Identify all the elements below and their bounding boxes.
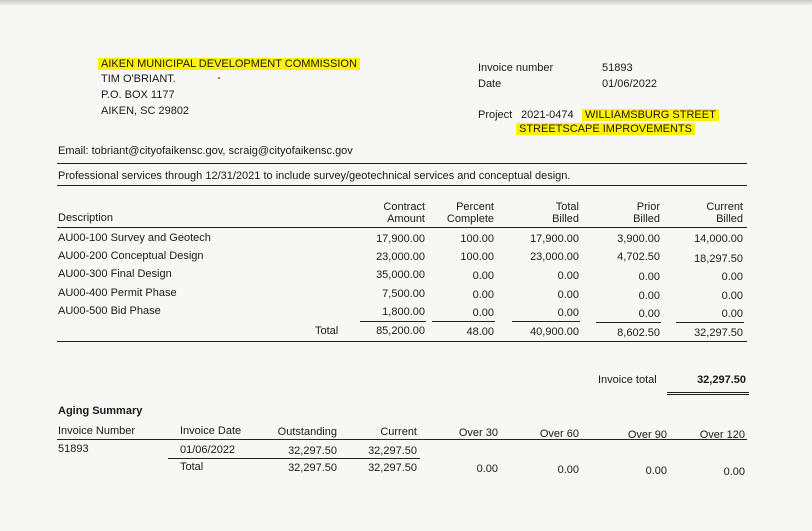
row-contract: 17,900.00 [376,233,425,245]
aging-total-over60: 0.00 [557,464,579,476]
aging-total-over90: 0.00 [645,465,667,477]
col-header-prior: Billed [633,213,660,225]
aging-header-invoice-number: Invoice Number [58,425,136,437]
row-contract: 7,500.00 [382,288,425,300]
aging-total-outstanding: 32,297.50 [288,462,337,474]
aging-total-over120: 0.00 [723,466,745,478]
col-header-description: Description [58,212,114,224]
totals-current-billed: 32,297.50 [694,327,743,339]
project-label: Project [478,109,513,121]
col-header-total: Billed [552,213,579,225]
row-description: AU00-100 Survey and Geotech [58,232,211,244]
aging-header-over90: Over 90 [627,429,667,441]
row-current-billed: 14,000.00 [694,233,743,245]
row-prior-billed: 3,900.00 [617,233,660,245]
aging-header-over60: Over 60 [539,428,579,440]
aging-header-current: Current [380,426,417,438]
col-header-current: Current [706,201,743,213]
col-header-prior: Prior [636,201,660,213]
row-percent: 0.00 [472,307,494,319]
row-total-billed: 0.00 [557,307,579,319]
row-total-billed: 17,900.00 [530,233,579,245]
row-description: AU00-300 Final Design [58,268,172,280]
row-description: AU00-400 Permit Phase [58,287,177,299]
col-header-contract: Contract [383,201,425,213]
scan-speck [218,77,220,79]
row-percent: 100.00 [460,233,494,245]
row-prior-billed: 0.00 [638,308,660,320]
subtotal-rule [596,322,661,323]
client-name: AIKEN MUNICIPAL DEVELOPMENT COMMISSION [98,58,360,70]
table-header-rule [57,227,747,228]
aging-total-over30: 0.00 [476,463,498,475]
invoice-total-double-rule [667,392,749,395]
client-contact: TIM O'BRIANT. [101,73,176,85]
aging-header-over30: Over 30 [458,427,498,439]
totals-label: Total [315,325,339,337]
row-current-billed: 18,297.50 [694,253,743,265]
row-current-billed: 0.00 [721,271,743,283]
totals-percent: 48.00 [466,326,494,338]
invoice-total-value: 32,297.50 [697,374,746,386]
row-current-billed: 0.00 [721,290,743,302]
project-name-line1: WILLIAMSBURG STREET [582,109,719,121]
project-code: 2021-0474 [521,109,574,121]
aging-title: Aging Summary [58,405,143,417]
totals-contract: 85,200.00 [376,325,425,337]
invoice-date: 01/06/2022 [602,78,658,90]
aging-current: 32,297.50 [368,445,417,457]
client-address-1: P.O. BOX 1177 [101,89,175,101]
aging-header-invoice-date: Invoice Date [180,425,242,437]
subtotal-rule [676,322,744,323]
row-total-billed: 0.00 [557,289,579,301]
col-header-percent: Percent [456,201,494,213]
page-top-shadow [0,0,812,6]
divider [57,185,747,186]
row-percent: 0.00 [472,289,494,301]
email-line: Email: tobriant@cityofaikensc.gov, scraig@cityofaikensc.gov [58,145,353,157]
col-header-total: Total [555,201,579,213]
aging-row-rule [168,458,420,459]
row-prior-billed: 0.00 [638,290,660,302]
col-header-percent: Complete [446,213,494,225]
row-prior-billed: 0.00 [638,271,660,283]
aging-total-current: 32,297.50 [368,462,417,474]
row-contract: 35,000.00 [376,269,425,281]
subtotal-rule [360,321,426,322]
row-description: AU00-200 Conceptual Design [58,250,204,262]
invoice-total-label: Invoice total [598,374,657,386]
services-note: Professional services through 12/31/2021 to include survey/geotechnical services and conceptual design. [58,170,571,182]
aging-invoice-number: 51893 [58,443,89,455]
aging-header-over120: Over 120 [699,429,745,441]
subtotal-rule [432,321,495,322]
invoice-number-label: Invoice number [478,62,554,74]
row-description: AU00-500 Bid Phase [58,305,161,317]
invoice-date-label: Date [478,78,502,90]
subtotal-rule [512,321,580,322]
row-contract: 23,000.00 [376,251,425,263]
row-percent: 0.00 [472,270,494,282]
row-total-billed: 23,000.00 [530,251,579,263]
aging-header-rule [57,439,747,440]
row-contract: 1,800.00 [382,306,425,318]
invoice-number: 51893 [602,62,633,74]
aging-total-label: Total [180,461,204,473]
client-address-2: AIKEN, SC 29802 [101,105,190,117]
row-current-billed: 0.00 [721,308,743,320]
row-total-billed: 0.00 [557,270,579,282]
col-header-current: Billed [716,213,743,225]
totals-total-billed: 40,900.00 [530,326,579,338]
col-header-contract: Amount [387,213,425,225]
row-prior-billed: 4,702.50 [617,251,660,263]
aging-header-outstanding: Outstanding [277,426,337,438]
aging-invoice-date: 01/06/2022 [180,444,236,456]
project-name-line2: STREETSCAPE IMPROVEMENTS [516,123,695,135]
row-percent: 100.00 [460,251,494,263]
table-bottom-rule [57,341,747,342]
totals-prior-billed: 8,602.50 [617,327,660,339]
aging-outstanding: 32,297.50 [288,445,337,457]
divider [57,163,747,164]
